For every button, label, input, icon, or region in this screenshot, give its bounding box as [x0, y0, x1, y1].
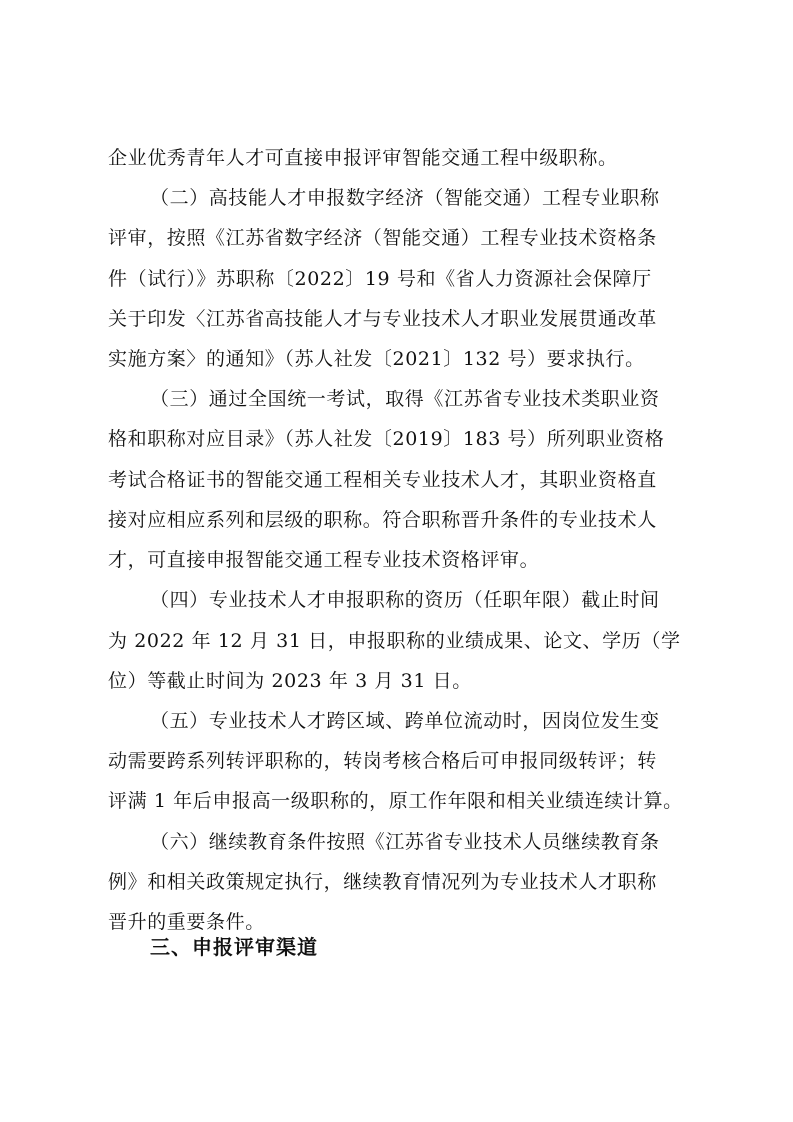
paragraph-line: 实施方案〉的通知》（苏人社发〔2021〕132 号）要求执行。 [108, 348, 645, 370]
paragraph-line: 格和职称对应目录》（苏人社发〔2019〕183 号）所列职业资格 [108, 428, 665, 450]
paragraph-line: 动需要跨系列转评职称的，转岗考核合格后可申报同级转评；转 [108, 750, 657, 772]
paragraph-line: 件（试行）》苏职称〔2022〕19 号和《省人力资源社会保障厅 [108, 268, 652, 290]
paragraph-line: （六）继续教育条件按照《江苏省专业技术人员继续教育条 [150, 831, 660, 853]
paragraph-line: 接对应相应系列和层级的职称。符合职称晋升条件的专业技术人 [108, 509, 657, 531]
paragraph-line: 评审，按照《江苏省数字经济（智能交通）工程专业技术资格条 [108, 227, 657, 249]
paragraph-line: 为 2022 年 12 月 31 日，申报职称的业绩成果、论文、学历（学 [108, 630, 681, 652]
paragraph-line: （五）专业技术人才跨区域、跨单位流动时，因岗位发生变 [150, 710, 660, 732]
paragraph-line: （三）通过全国统一考试，取得《江苏省专业技术类职业资 [150, 388, 660, 410]
paragraph-line: 关于印发〈江苏省高技能人才与专业技术人才职业发展贯通改革 [108, 308, 657, 330]
paragraph-line: 位）等截止时间为 2023 年 3 月 31 日。 [108, 670, 472, 692]
paragraph-line: 晋升的重要条件。 [108, 911, 265, 933]
section-heading: 三、申报评审渠道 [150, 935, 318, 959]
paragraph-line: （二）高技能人才申报数字经济（智能交通）工程专业职称 [150, 187, 660, 209]
paragraph-line: 才，可直接申报智能交通工程专业技术资格评审。 [108, 549, 540, 571]
paragraph-line: 考试合格证书的智能交通工程相关专业技术人才，其职业资格直 [108, 469, 657, 491]
paragraph-line: （四）专业技术人才申报职称的资历（任职年限）截止时间 [150, 589, 660, 611]
paragraph-line: 例》和相关政策规定执行，继续教育情况列为专业技术人才职称 [108, 871, 657, 893]
paragraph-line: 评满 1 年后申报高一级职称的，原工作年限和相关业绩连续计算。 [108, 790, 683, 812]
paragraph-line: 企业优秀青年人才可直接申报评审智能交通工程中级职称。 [108, 147, 618, 169]
